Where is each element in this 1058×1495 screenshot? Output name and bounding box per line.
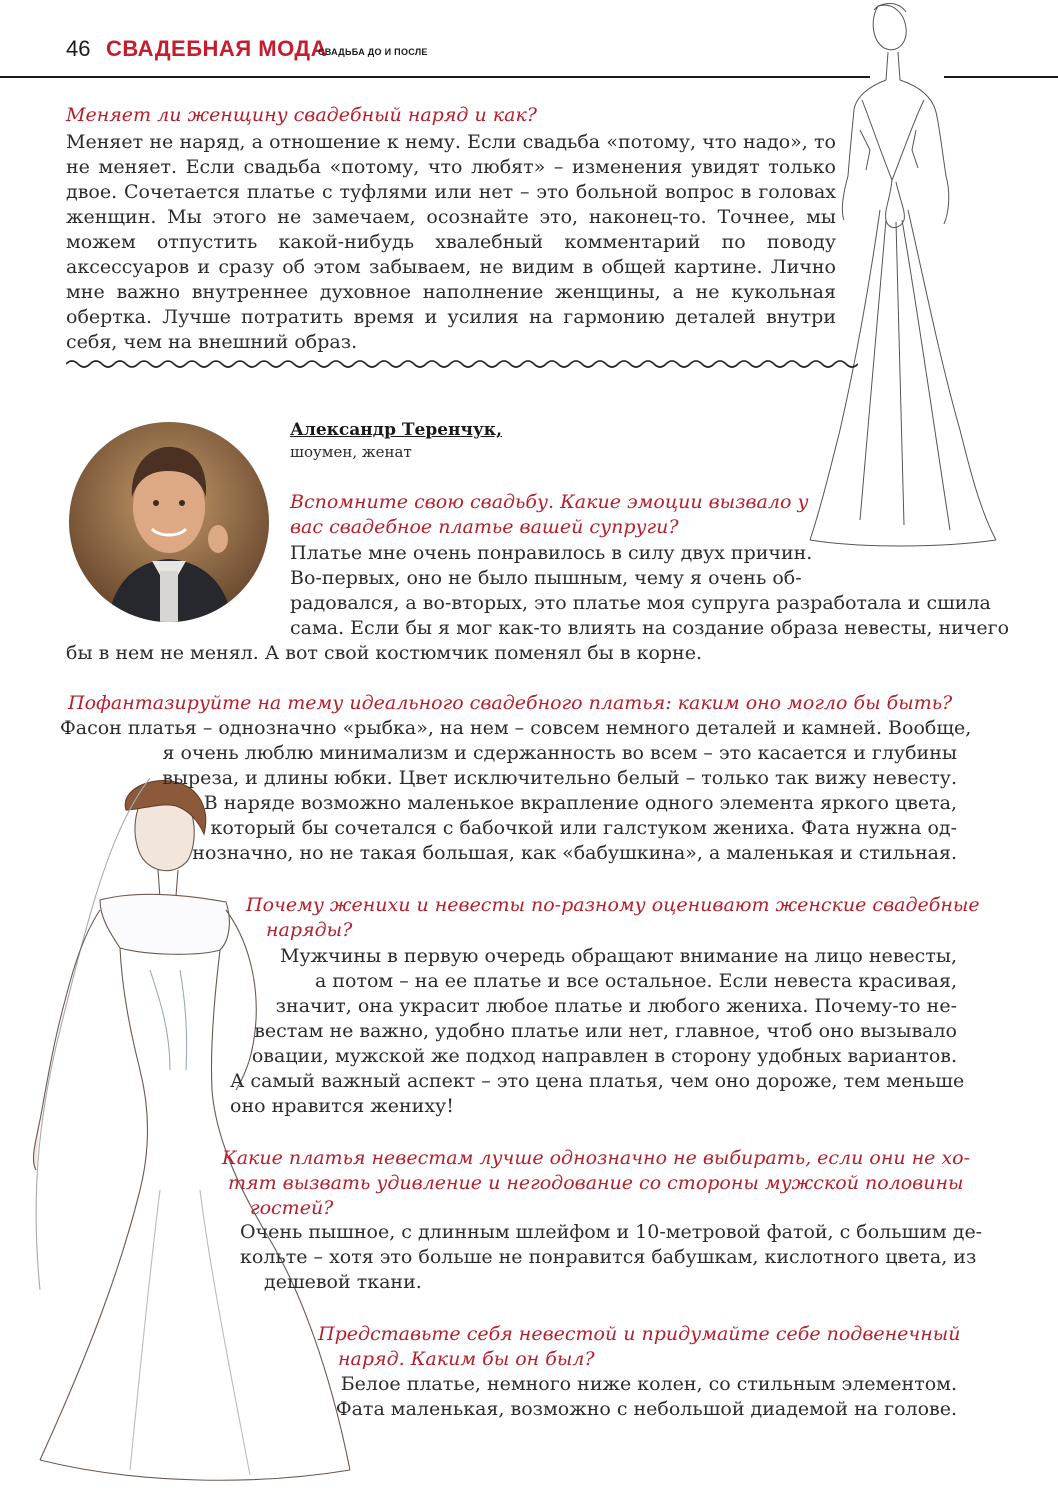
- answer-line: Фата маленькая, возможно с небольшой диадемой на голове.: [335, 1398, 957, 1420]
- answer-line: вестам не важно, удобно платье или нет, главное, чтоб оно вызывало: [254, 1020, 957, 1042]
- question-line: Представьте себя невестой и придумайте себе подвенечный: [318, 1323, 961, 1345]
- person-role: шоумен, женат: [290, 443, 412, 461]
- question-4: [246, 893, 980, 943]
- answer-line: Во-первых, оно не было пышным, чему я очень об-: [290, 567, 802, 589]
- question-line: гостей?: [250, 1197, 334, 1219]
- answer-line: Очень пышное, с длинным шлейфом и 10-метровой фатой, с большим де-: [240, 1221, 983, 1243]
- answer-3: [60, 716, 972, 866]
- answer-5: [240, 1220, 983, 1295]
- answer-1: Меняет не наряд, а отношение к нему. Если свадьба «потому, что надо», то не меняет. Если свадьба «потому, что любят» – изменения увидят только двое. Сочетается платье с туфлями или нет – это больной вопрос в головах женщин. Мы этого не замечаем, осознайте это, наконец-то. Точнее, мы можем отпустить какой-нибудь хвалебный комментарий по поводу аксессуаров и сразу об этом забываем, не видим в общей картине. Лично мне важно внутреннее духовное наполнение женщины, а не кукольная обертка. Лучше потратить время и усилия на гармонию деталей внутри себя, чем на внешний образ.: [66, 131, 836, 353]
- question-6: [318, 1322, 960, 1372]
- question-5: [222, 1146, 970, 1221]
- answer-line: который бы сочетался с бабочкой или галстуком жениха. Фата нужна од-: [210, 817, 957, 839]
- answer-line: Фасон платья – однозначно «рыбка», на нем – совсем немного деталей и камней. Вообще,: [60, 717, 972, 739]
- answer-line: я очень люблю минимализм и сдержанность во всем – это касается и глубины: [162, 742, 957, 764]
- question-1: Меняет ли женщину свадебный наряд и как?: [66, 104, 537, 126]
- page-number: 46: [66, 36, 91, 61]
- question-line: Какие платья невестам лучше однозначно не выбирать, если они не хо-: [222, 1147, 971, 1169]
- answer-line: нозначно, но не такая большая, как «бабушкина», а маленькая и стильная.: [192, 842, 957, 864]
- question-line: Почему женихи и невесты по-разному оценивают женские свадебные: [246, 894, 980, 916]
- question-line: наряды?: [266, 919, 353, 941]
- answer-6: [330, 1372, 957, 1422]
- answer-line: овации, мужской же подход направлен в сторону удобных вариантов.: [251, 1045, 957, 1067]
- header-rule-left: [0, 76, 870, 78]
- answer-line: Платье мне очень понравилось в силу двух причин.: [290, 542, 813, 564]
- section-subtitle: СВАДЬБА ДО И ПОСЛЕ: [318, 47, 428, 57]
- answer-line: Белое платье, немного ниже колен, со стильным элементом.: [340, 1373, 957, 1395]
- answer-line: Мужчины в первую очередь обращают внимание на лицо невесты,: [280, 945, 957, 967]
- wavy-divider: [66, 356, 858, 372]
- answer-4: [230, 944, 965, 1119]
- question-line: наряд. Каким бы он был?: [338, 1348, 595, 1370]
- answer-line: радовался, а во-вторых, это платье моя супруга разработала и сшила: [290, 592, 991, 614]
- answer-line: а потом – на ее платье и все остальное. Если невеста красивая,: [315, 970, 957, 992]
- answer-line: выреза, и длины юбки. Цвет исключительно белый – только так вижу невесту.: [162, 767, 957, 789]
- answer-line: сама. Если бы я мог как-то влиять на создание образа невесты, ничего: [290, 617, 1010, 639]
- answer-2: [290, 541, 1010, 641]
- answer-line: кольте – хотя это больше не понравится бабушкам, кислотного цвета, из: [240, 1246, 977, 1268]
- answer-line: В наряде возможно маленькое вкрапление одного элемента яркого цвета,: [203, 792, 957, 814]
- answer-line: А самый важный аспект – это цена платья, чем оно дороже, тем меньше: [230, 1070, 965, 1092]
- answer-line: дешевой ткани.: [264, 1271, 422, 1293]
- person-name: Александр Теренчук,: [290, 420, 503, 440]
- answer-2-last: бы в нем не менял. А вот свой костюмчик поменял бы в корне.: [66, 642, 702, 664]
- answer-line: значит, она украсит любое платье и любого жениха. Почему-то не-: [275, 995, 957, 1017]
- answer-line: оно нравится жениху!: [230, 1095, 454, 1117]
- portrait-photo: [68, 421, 270, 623]
- dress-sketch-illustration: [800, 0, 1058, 560]
- section-title: СВАДЕБНАЯ МОДА: [106, 36, 327, 61]
- question-2: Вспомните свою свадьбу. Какие эмоции вызвало у вас свадебное платье вашей супруги?: [290, 491, 809, 538]
- question-3: Пофантазируйте на тему идеального свадебного платья: каким оно могло бы быть?: [68, 692, 953, 714]
- question-line: тят вызвать удивление и негодование со стороны мужской половины: [228, 1172, 964, 1194]
